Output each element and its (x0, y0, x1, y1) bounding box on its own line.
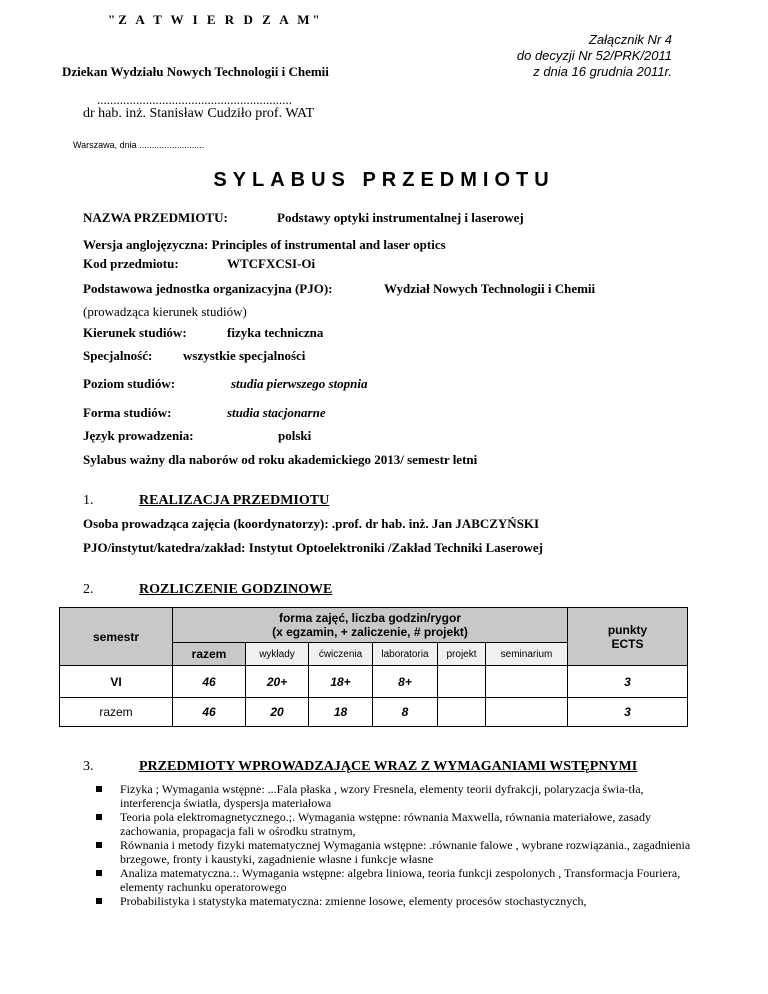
requirement-text: Teoria pola elektromagnetycznego.;. Wymagania wstępne: równania Maxwella, równania materiałowe, zasady zachowania, propagacja fali w ośrodku stratnym, (120, 810, 652, 838)
pjo-value: Wydział Nowych Technologii i Chemii (384, 281, 596, 296)
col-razem: razem (173, 643, 246, 666)
direction-value: fizyka techniczna (227, 325, 324, 340)
list-item (96, 838, 696, 866)
pjo-label: Podstawowa jednostka organizacyjna (PJO): (83, 281, 333, 296)
signer-name: dr hab. inż. Stanisław Cudziło prof. WAT (83, 106, 315, 121)
bullet-icon (96, 898, 102, 904)
form-header-line-2: (x egzamin, + zaliczenie, # projekt) (272, 625, 468, 639)
cell-wyklady: 20 (246, 698, 309, 727)
course-name-value: Podstawy optyki instrumentalnej i laserowej (277, 210, 524, 225)
col-seminarium: seminarium (486, 643, 568, 666)
course-code-label: Kod przedmiotu: (83, 256, 179, 271)
list-item (96, 866, 696, 894)
cell-projekt (438, 698, 486, 727)
validity-note: Sylabus ważny dla naborów od roku akademickiego 2013/ semestr letni (83, 452, 478, 467)
requirement-text: Probabilistyka i statystyka matematyczna: zmienne losowe, elementy procesów stochastycznych, (120, 894, 587, 908)
language-label: Język prowadzenia: (83, 428, 194, 443)
level-label: Poziom studiów: (83, 376, 176, 391)
form-value: studia stacjonarne (227, 405, 326, 420)
section-3-number: 3. (83, 759, 94, 774)
bullet-icon (96, 870, 102, 876)
col-wyklady: wykłady (246, 643, 309, 666)
signature-dots: ............................................................ (97, 92, 292, 107)
approval-heading: "Z A T W I E R D Z A M" (108, 12, 323, 27)
section-1-title: REALIZACJA PRZEDMIOTU (139, 493, 330, 508)
annex-line-1: Załącznik Nr 4 (588, 32, 672, 47)
section-1-number: 1. (83, 493, 94, 508)
form-header-line-1: forma zajęć, liczba godzin/rygor (278, 611, 462, 625)
cell-seminarium (486, 698, 568, 727)
cell-projekt (438, 666, 486, 698)
requirement-text: Równania i metody fizyki matematycznej Wymagania wstępne: .równanie falowe , wybrane rozwiązania., zagadnienia brzegowe, fronty i kaustyki, zagadnienie własne i funkcje własne (120, 838, 691, 866)
cell-cwiczenia: 18+ (309, 666, 373, 698)
table-row (60, 698, 688, 727)
hours-table (59, 607, 688, 727)
cell-cwiczenia: 18 (309, 698, 373, 727)
col-projekt: projekt (438, 643, 486, 666)
level-value: studia pierwszego stopnia (231, 376, 368, 391)
section-2-title: ROZLICZENIE GODZINOWE (139, 582, 333, 597)
bullet-icon (96, 814, 102, 820)
language-value: polski (278, 428, 312, 443)
row-semester: VI (60, 666, 173, 698)
cell-razem: 46 (173, 666, 246, 698)
requirement-text: Fizyka ; Wymagania wstępne: ...Fala płaska , wzory Fresnela, elementy teorii dyfrakcji, polaryzacja świa-tła, interferencja światła, dyspersja materiałowa (120, 782, 644, 810)
list-item (96, 782, 696, 810)
list-item (96, 810, 696, 838)
english-version: Wersja anglojęzyczna: Principles of instrumental and laser optics (83, 237, 446, 252)
place-date: Warszawa, dnia .......................... (73, 140, 205, 150)
annex-note (517, 32, 672, 80)
course-code-value: WTCFXCSI-Oi (227, 256, 316, 271)
cell-laboratoria: 8+ (373, 666, 438, 698)
specialty-label: Specjalność: (83, 348, 153, 363)
pjo-note: (prowadząca kierunek studiów) (83, 304, 247, 319)
requirements-list (96, 782, 696, 908)
cell-razem: 46 (173, 698, 246, 727)
annex-line-3: z dnia 16 grudnia 2011r. (533, 64, 672, 79)
semester-header: semestr (60, 608, 173, 666)
row-semester: razem (60, 698, 173, 727)
cell-wyklady: 20+ (246, 666, 309, 698)
cell-seminarium (486, 666, 568, 698)
cell-ects: 3 (568, 698, 688, 727)
form-header (173, 608, 568, 643)
col-laboratoria: laboratoria (373, 643, 438, 666)
cell-laboratoria: 8 (373, 698, 438, 727)
specialty-value: wszystkie specjalności (183, 348, 306, 363)
list-item (96, 894, 696, 908)
coordinator: Osoba prowadząca zajęcia (koordynatorzy): .prof. dr hab. inż. Jan JABCZYŃSKI (83, 516, 540, 531)
section-3-title: PRZEDMIOTY WPROWADZAJĄCE WRAZ Z WYMAGANIAMI WSTĘPNYMI (139, 759, 638, 774)
requirement-text: Analiza matematyczna.:. Wymagania wstępne: algebra liniowa, teoria funkcji zespolonych , Transformacja Fouriera, elementy rachunku operatorowego (120, 866, 681, 894)
form-label: Forma studiów: (83, 405, 172, 420)
dean-title: Dziekan Wydziału Nowych Technologii i Chemii (62, 64, 329, 79)
bullet-icon (96, 786, 102, 792)
ects-header (568, 608, 688, 666)
ects-header-line-1: punkty (607, 622, 648, 637)
col-cwiczenia: ćwiczenia (309, 643, 373, 666)
ects-header-line-2: ECTS (611, 636, 644, 651)
section-2-number: 2. (83, 582, 94, 597)
bullet-icon (96, 842, 102, 848)
cell-ects: 3 (568, 666, 688, 698)
direction-label: Kierunek studiów: (83, 325, 187, 340)
annex-line-2: do decyzji Nr 52/PRK/2011 (516, 48, 672, 63)
course-name-label: NAZWA PRZEDMIOTU: (83, 210, 228, 225)
unit: PJO/instytut/katedra/zakład: Instytut Optoelektroniki /Zakład Techniki Laserowej (83, 540, 543, 555)
page-title: SYLABUS PRZEDMIOTU (213, 169, 555, 191)
table-row (60, 666, 688, 698)
